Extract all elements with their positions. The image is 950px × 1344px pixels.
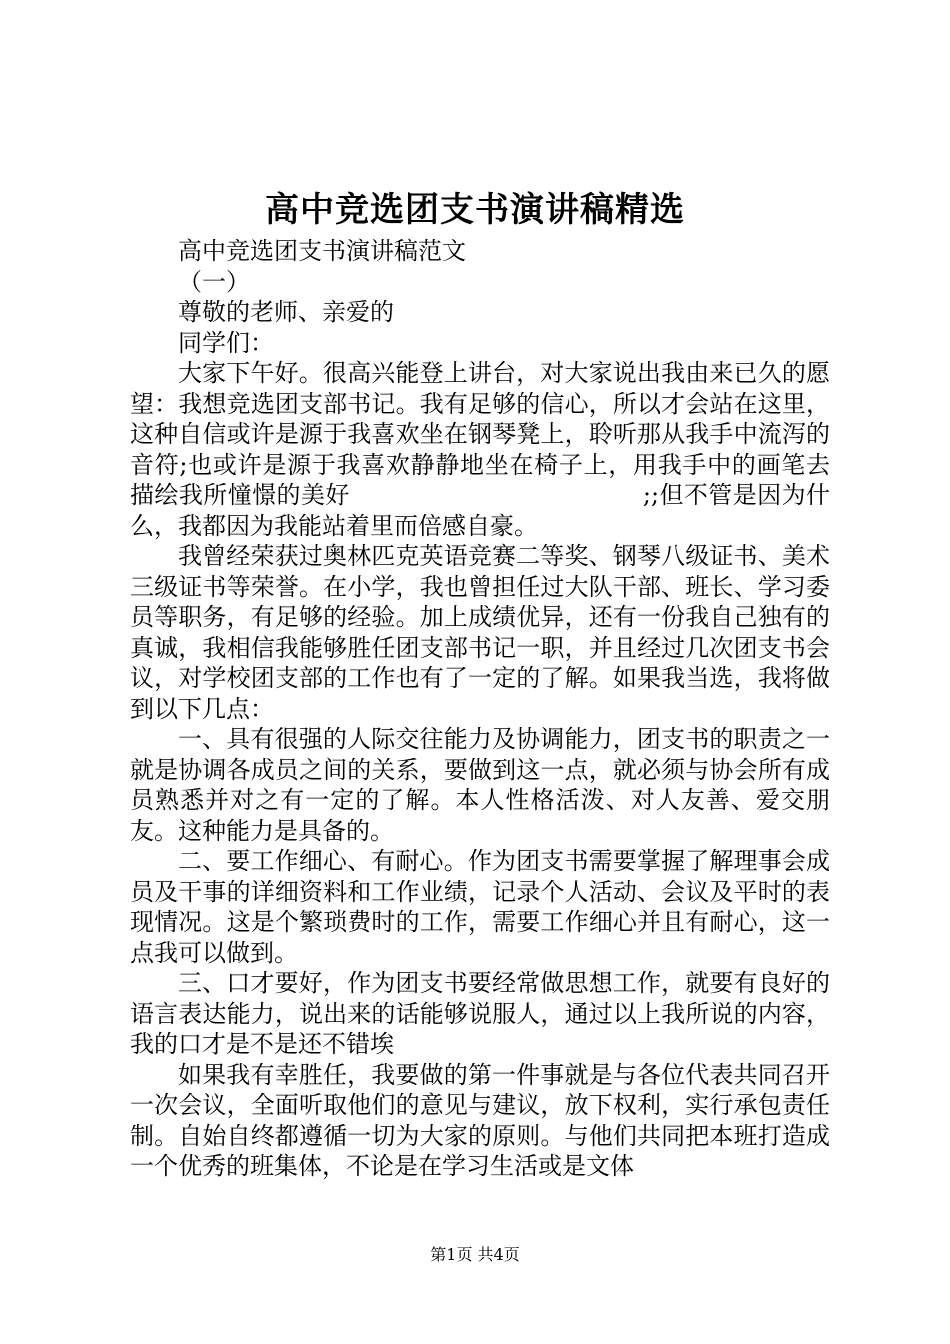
body-paragraph: 三、口才要好，作为团支书要经常做思想工作，就要有良好的语言表达能力，说出来的话能够说服人，通过以上我所说的内容，我的口才是不是还不错埃 xyxy=(130,969,830,1058)
section-number: （一） xyxy=(178,267,250,296)
body-paragraph: 我曾经荣获过奥林匹克英语竞赛二等奖、钢琴八级证书、美术三级证书等荣誉。在小学，我也曾担任过大队干部、班长、学习委员等职务，有足够的经验。加上成绩优异，还有一份我自己独有的真诚，我相信我能够胜任团支部书记一职，并且经过几次团支书会议，对学校团支部的工作也有了一定的了解。如果我当选，我将做到以下几点： xyxy=(130,542,830,723)
subtitle-paragraph: 高中竞选团支书演讲稿范文 xyxy=(178,237,466,265)
body-paragraph: 如果我有幸胜任，我要做的第一件事就是与各位代表共同召开一次会议，全面听取他们的意见与建议，放下权利，实行承包责任制。自始自终都遵循一切为大家的原则。与他们共同把本班打造成一个优秀的班集体，不论是在学习生活或是文体 xyxy=(130,1060,830,1180)
body-paragraph: 一、具有很强的人际交往能力及协调能力，团支书的职责之一就是协调各成员之间的关系，要做到这一点，就必须与协会所有成员熟悉并对之有一定的了解。本人性格活泼、对人友善、爱交朋友。这种能力是具备的。 xyxy=(130,725,830,845)
page-number-footer: 第1页 共4页 xyxy=(430,1245,520,1264)
document-body xyxy=(130,236,830,1182)
salutation-line-1: 尊敬的老师、亲爱的 xyxy=(178,298,394,326)
salutation-line-2: 同学们： xyxy=(178,328,274,357)
document-title: 高中竞选团支书演讲稿精选 xyxy=(265,190,685,230)
body-paragraph: 大家下午好。很高兴能登上讲台，对大家说出我由来已久的愿望：我想竞选团支部书记。我有足够的信心，所以才会站在这里，这种自信或许是源于我喜欢坐在钢琴凳上，聆听那从我手中流泻的音符;也或许是源于我喜欢静静地坐在椅子上，用我手中的画笔去描绘我所憧憬的美好 ;;但不管是因为什么，我都因为我能站着里而倍感自豪。 xyxy=(130,359,830,540)
body-paragraph: 二、要工作细心、有耐心。作为团支书需要掌握了解理事会成员及干事的详细资料和工作业绩，记录个人活动、会议及平时的表现情况。这是个繁琐费时的工作，需要工作细心并且有耐心，这一点我可以做到。 xyxy=(130,847,830,967)
